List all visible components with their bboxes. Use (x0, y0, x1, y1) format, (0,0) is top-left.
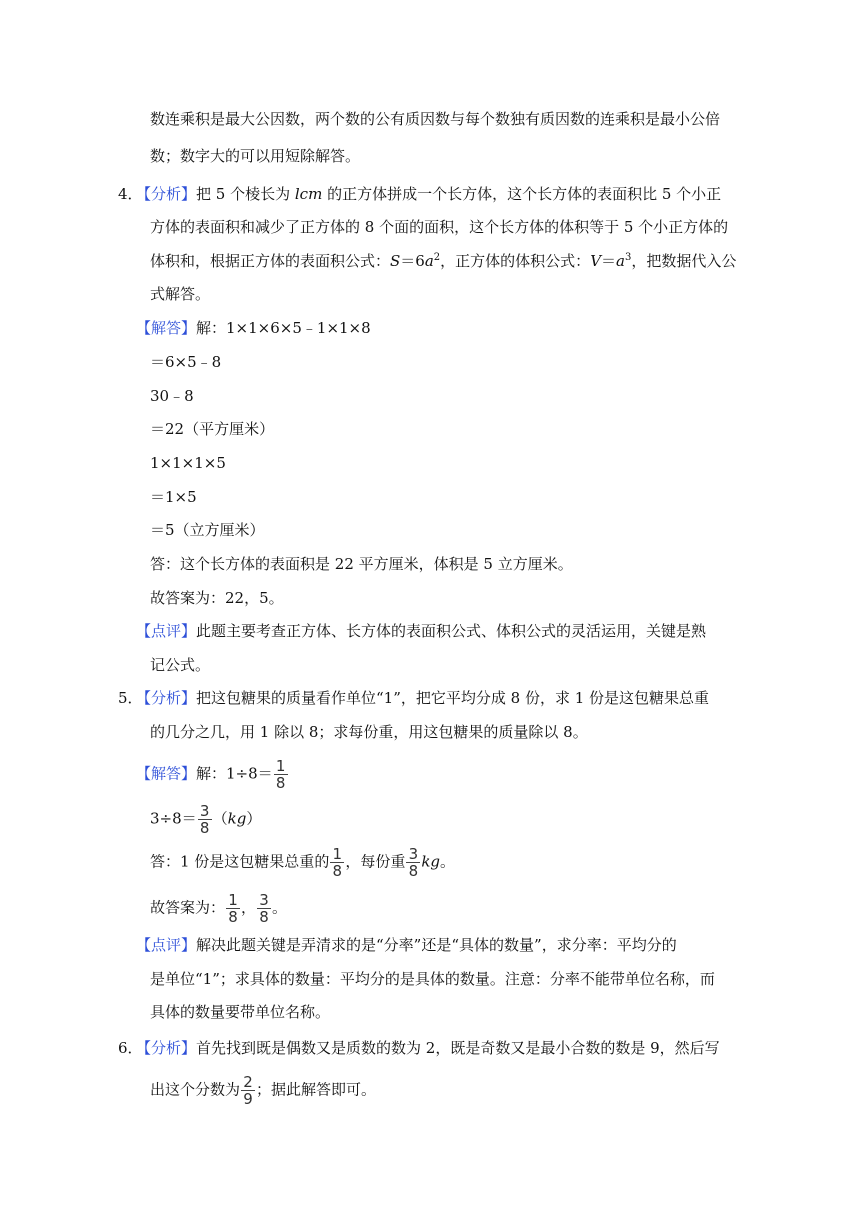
q5-comment-line-2: 是单位“1”；求具体的数量：平均分的是具体的数量。注意：分率不能带单位名称，而 (150, 970, 715, 988)
fraction-one-eighth: $\frac{1}{8}$ (274, 758, 288, 791)
q4-answer-line-1 (136, 318, 371, 338)
q6-analysis-text-2a: 出这个分数为 (150, 1080, 241, 1099)
q5-final-answer: 故答案为： $\frac{1}{8}$ ， $\frac{3}{8}$ 。 (150, 891, 288, 926)
q5-conclusion-text: 答：1 份是这包糖果总重的 (150, 852, 330, 871)
q4-analysis-text-3a: 体积和，根据正方体的表面积公式： (150, 252, 391, 270)
prev-text-line-2: 数；数字大的可以用短除解答。 (150, 147, 361, 165)
formula-v-eq: ＝ (601, 252, 617, 270)
formula-s-var: S (390, 252, 401, 270)
q4-analysis-tag: 【分析】 (136, 185, 197, 203)
fraction-three-eighths: $\frac{3}{8}$ (198, 803, 212, 836)
q5-unit-kg: kg (421, 852, 441, 871)
q4-analysis-text-3b: ，正方体的体积公式： (440, 252, 591, 270)
q4-analysis-text-b: 的正方体拼成一个长方体，这个长方体的表面积比 5 个小正 (322, 185, 722, 203)
q6-number: 6． (118, 1039, 143, 1057)
fraction-three-eighths: $\frac{3}{8}$ (406, 846, 420, 879)
q4-analysis-line-3 (150, 251, 736, 271)
q4-analysis-line-1 (136, 184, 721, 204)
q4-final-answer: 故答案为：22，5。 (150, 589, 284, 607)
q4-comment-text: 此题主要考查正方体、长方体的表面积公式、体积公式的灵活运用，关键是熟 (196, 622, 707, 640)
fraction-three-eighths: $\frac{3}{8}$ (257, 892, 271, 925)
q4-unit-lcm: lcm (294, 185, 323, 203)
q4-analysis-line-4: 式解答。 (150, 285, 211, 303)
q4-comment-line-2: 记公式。 (150, 656, 211, 674)
q5-analysis-line-1 (136, 688, 709, 708)
q4-comment-line-1 (136, 621, 706, 641)
q5-comment-tag: 【点评】 (136, 936, 197, 954)
q5-conclusion: 答：1 份是这包糖果总重的 $\frac{1}{8}$ ，每份重 $\frac{3}{8}$ kg。 (150, 845, 456, 880)
q4-comment-tag: 【点评】 (136, 622, 197, 640)
q5-comment-text: 解决此题关键是弄清求的是“分率”还是“具体的数量”，求分率：平均分的 (196, 936, 677, 954)
q5-comment-line-1 (136, 935, 677, 955)
q5-comment-line-3: 具体的数量要带单位名称。 (150, 1003, 331, 1021)
q4-answer-tag: 【解答】 (136, 319, 197, 337)
q5-answer-tag: 【解答】 (136, 764, 197, 783)
q6-analysis-text-2b: ；据此解答即可。 (256, 1080, 377, 1099)
q5-step-2: 3÷8＝ $\frac{3}{8}$ （kg） (150, 802, 262, 837)
q5-step2-text: 3÷8＝ (150, 809, 197, 828)
prev-text-line-1: 数连乘积是最大公因数，两个数的公有质因数与每个数独有质因数的连乘积是最小公倍 (150, 110, 721, 128)
q4-analysis-text: 把 5 个棱长为 (196, 185, 295, 203)
q4-step: ＝6×5﹣8 (150, 353, 222, 371)
formula-s-eq: ＝6 (400, 252, 425, 270)
q5-analysis-text: 把这包糖果的质量看作单位“1”，把它平均分成 8 份，求 1 份是这包糖果总重 (196, 689, 710, 707)
q4-number: 4． (118, 185, 143, 203)
q6-analysis-line-1 (136, 1038, 720, 1058)
q4-analysis-line-2: 方体的表面积和减少了正方体的 8 个面的面积，这个长方体的体积等于 5 个小正方体的 (150, 218, 729, 236)
formula-exp-2: 2 (433, 252, 441, 263)
q4-analysis-text-3c: ，把数据代入公 (631, 252, 737, 270)
fraction-one-eighth: $\frac{1}{8}$ (226, 892, 240, 925)
formula-s-base: a (424, 252, 434, 270)
q5-answer-line-1 (136, 758, 289, 791)
formula-exp-3: 3 (625, 252, 632, 263)
q4-step: ＝22（平方厘米） (150, 420, 275, 438)
q4-step: ＝5（立方厘米） (150, 521, 265, 539)
q5-final-text: 故答案为： (150, 898, 226, 917)
q4-conclusion: 答：这个长方体的表面积是 22 平方厘米，体积是 5 立方厘米。 (150, 555, 573, 573)
q6-analysis-text: 首先找到既是偶数又是质数的数为 2，既是奇数又是最小合数的数是 9，然后写 (196, 1039, 720, 1057)
formula-v-base: a (616, 252, 625, 270)
q5-unit-kg: kg (227, 809, 247, 828)
q5-answer-text: 解：1÷8＝ (196, 764, 273, 783)
q6-analysis-tag: 【分析】 (136, 1039, 197, 1057)
q4-step: 30﹣8 (150, 387, 194, 405)
fraction-two-ninths: $\frac{2}{9}$ (241, 1074, 255, 1107)
q5-analysis-tag: 【分析】 (136, 689, 197, 707)
fraction-one-eighth: $\frac{1}{8}$ (330, 846, 344, 879)
q4-answer-text: 解：1×1×6×5﹣1×1×8 (196, 319, 371, 337)
q5-analysis-line-2: 的几分之几，用 1 除以 8；求每份重，用这包糖果的质量除以 8。 (150, 723, 588, 741)
q6-analysis-line-2 (150, 1074, 376, 1107)
q4-step: 1×1×1×5 (150, 454, 226, 472)
q5-number: 5． (118, 689, 143, 707)
q4-step: ＝1×5 (150, 488, 197, 506)
formula-v-var: V (590, 252, 602, 270)
